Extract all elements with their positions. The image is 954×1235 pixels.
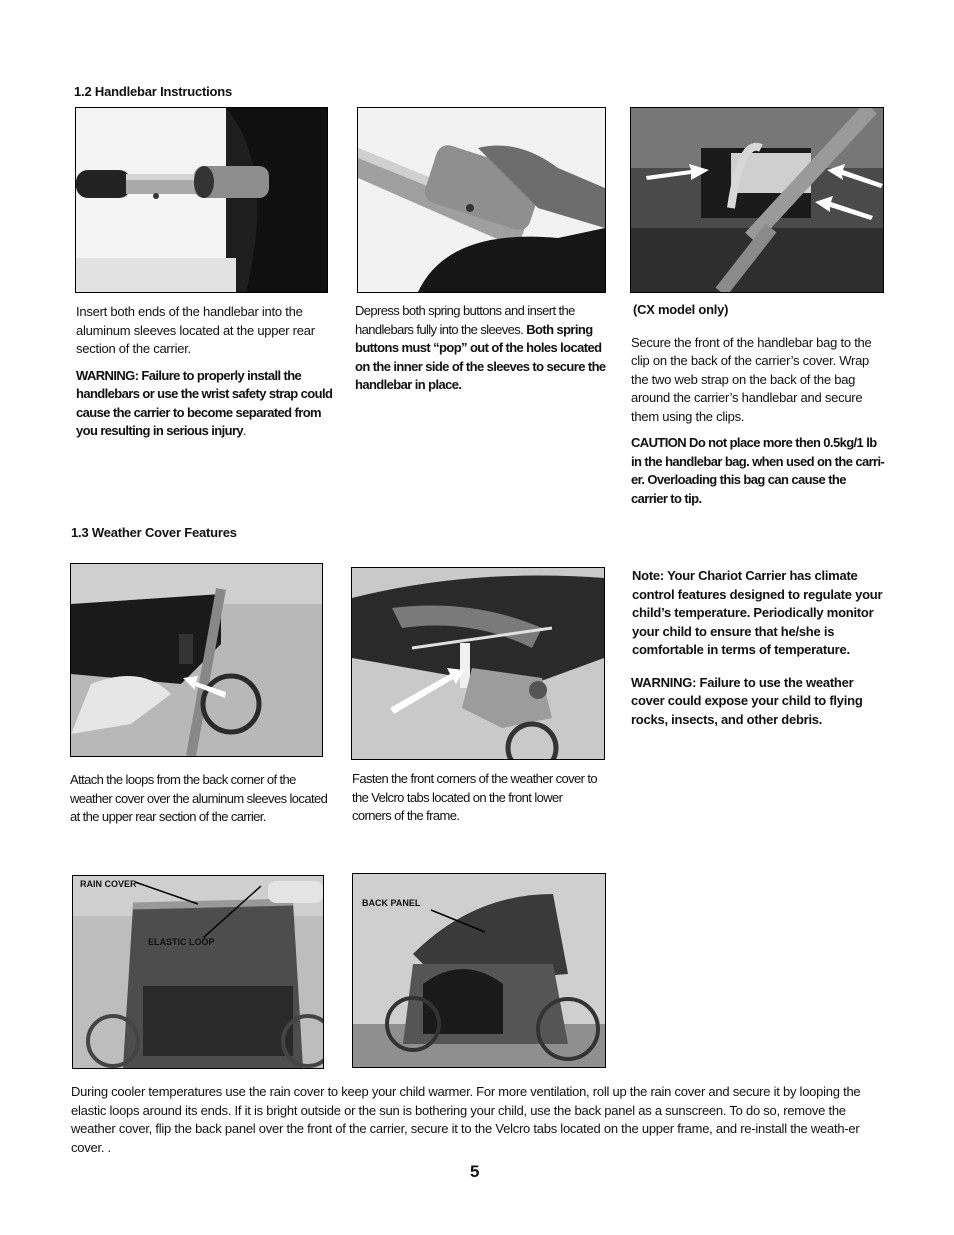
label-elastic-loop: ELASTIC LOOP <box>148 937 215 947</box>
photo-handlebar-bag-image <box>631 108 883 292</box>
handlebar-warning-period: . <box>243 423 247 438</box>
cx-model-label: (CX model only) <box>633 302 729 317</box>
spring-buttons-instruction: Depress both spring buttons and insert the handlebars fully into the sleeves. <box>355 303 575 337</box>
weather-bottom-text: During cooler temperatures use the rain cover to keep your child warmer. For more ventilation, roll up the rain cover and secure it by looping the elastic loops around its ends. If it is bright outside or the sun is bothering your child, use the back panel as a sunscreen. To do so, remove the weather cover, flip the back panel over the front of the carrier, secure it to the Velcro tabs located on the upper frame, and re-install the weath-er cover. . <box>71 1084 861 1155</box>
photo-handlebar-bag <box>630 107 884 293</box>
photo-handlebar-insert-image <box>76 108 327 292</box>
photo-rain-cover <box>72 875 324 1069</box>
handlebar-warning <box>76 367 338 441</box>
photo-rain-cover-image <box>73 876 323 1068</box>
photo-spring-buttons-image <box>358 108 605 292</box>
weather-col1 <box>70 771 328 827</box>
photo-spring-buttons <box>357 107 606 293</box>
handlebar-col3 <box>631 301 885 508</box>
velcro-tabs-text: Fasten the front corners of the weather cover to the Velcro tabs located on the front lower corners of the frame. <box>352 771 598 823</box>
section-heading-weather-cover: 1.3 Weather Cover Features <box>71 525 237 540</box>
handlebar-bag-text: Secure the front of the handlebar bag to the clip on the back of the carrier’s cover. Wrap the two web strap on the back of the bag around the carrier’s handlebar and secure them using the clips. <box>631 334 872 424</box>
label-back-panel: BACK PANEL <box>362 898 421 908</box>
handlebar-col2 <box>355 302 607 395</box>
handlebar-warning-text: WARNING: Failure to properly install the handlebars or use the wrist safety strap could cause the carrier to become separated from you resulting in serious injury <box>76 367 333 438</box>
weather-warning: WARNING: Failure to use the weather cover could expose your child to flying rocks, insects, and other debris. <box>631 674 863 727</box>
photo-velcro-tabs <box>351 567 605 760</box>
photo-back-panel <box>352 873 606 1068</box>
weather-col2 <box>352 770 602 826</box>
weather-col3 <box>632 567 886 729</box>
page-number: 5 <box>470 1162 480 1181</box>
photo-handlebar-insert <box>75 107 328 293</box>
photo-weather-loops-image <box>71 564 322 756</box>
photo-velcro-tabs-image <box>352 568 604 759</box>
spring-buttons-text <box>355 302 607 395</box>
handlebar-col1 <box>76 303 338 441</box>
section-heading-handlebar: 1.2 Handlebar Instructions <box>74 84 233 99</box>
weather-loops-text: Attach the loops from the back corner of the weather cover over the aluminum sleeves located at the upper rear section of the carrier. <box>70 772 328 824</box>
handlebar-bag-caution: CAUTION Do not place more then 0.5kg/1 lb in the handlebar bag. when used on the carri-er. Overloading this bag can cause the carrier to tip. <box>631 435 885 506</box>
climate-note: Note: Your Chariot Carrier has climate control features designed to regulate your child’s temperature. Periodically monitor your child to ensure that he/she is comfortable in terms of temperature. <box>632 568 883 657</box>
handlebar-insert-text: Insert both ends of the handlebar into the aluminum sleeves located at the upper rear section of the carrier. <box>76 304 315 356</box>
spring-buttons-bold: Both spring buttons must “pop” out of the holes located on the inner side of the sleeves to secure the handlebar in place. <box>355 321 606 392</box>
label-rain-cover: RAIN COVER <box>80 879 137 889</box>
photo-weather-loops <box>70 563 323 757</box>
